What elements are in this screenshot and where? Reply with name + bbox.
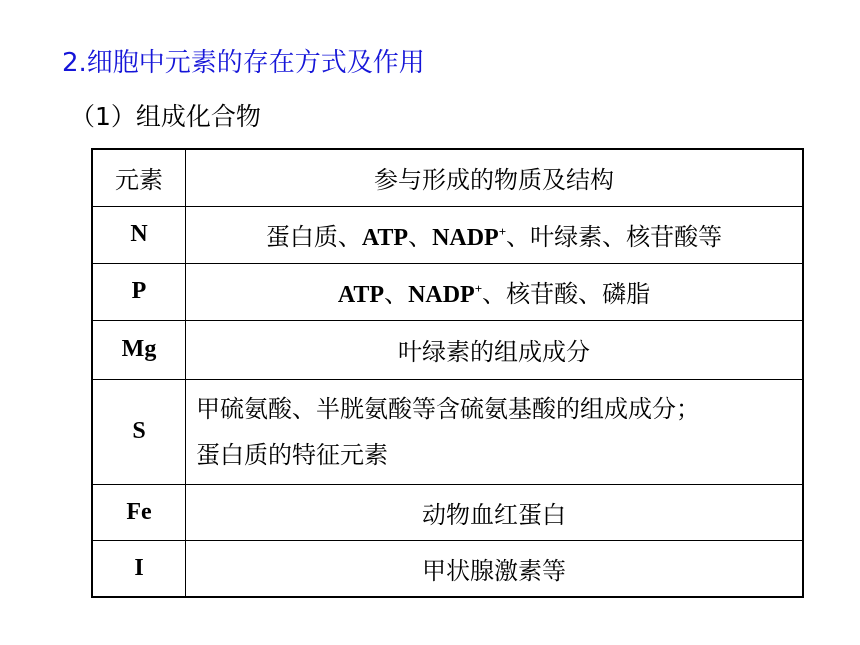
desc-text: 、叶绿素、核苷酸等: [506, 223, 723, 251]
desc-text: 蛋白质、: [265, 223, 362, 251]
desc-superscript: +: [498, 224, 507, 239]
description-cell: [186, 263, 804, 320]
element-cell: Fe: [92, 484, 186, 540]
description-cell: 甲状腺激素等: [186, 540, 804, 597]
desc-latin: ATP: [361, 225, 409, 251]
desc-line: 甲硫氨酸、半胱氨酸等含硫氨基酸的组成成分；: [196, 394, 700, 423]
desc-superscript: +: [474, 281, 483, 296]
desc-text: 、: [408, 223, 433, 251]
description-cell: [186, 206, 804, 263]
desc-line: 蛋白质的特征元素: [196, 440, 388, 469]
table-row: [92, 540, 803, 597]
desc-latin: ATP: [337, 282, 385, 308]
table-row: [92, 379, 803, 484]
element-cell: I: [92, 540, 186, 597]
element-cell: Mg: [92, 320, 186, 379]
element-cell: P: [92, 263, 186, 320]
table-header-row: [92, 149, 803, 206]
table-row: [92, 484, 803, 540]
description-cell: [186, 379, 804, 484]
section-heading: 2.细胞中元素的存在方式及作用: [62, 48, 425, 78]
element-cell: N: [92, 206, 186, 263]
description-cell: 动物血红蛋白: [186, 484, 804, 540]
header-description: 参与形成的物质及结构: [186, 149, 804, 206]
desc-text: 、: [384, 280, 409, 308]
desc-text: 、核苷酸、磷脂: [482, 280, 651, 308]
element-cell: S: [92, 379, 186, 484]
table-row: [92, 206, 803, 263]
description-cell: 叶绿素的组成成分: [186, 320, 804, 379]
desc-latin: NADP: [408, 282, 475, 308]
subsection-heading: （1）组成化合物: [70, 102, 261, 131]
table-row: [92, 263, 803, 320]
header-element: 元素: [92, 149, 186, 206]
element-table: [91, 148, 804, 598]
table-row: [92, 320, 803, 379]
desc-latin: NADP: [432, 225, 499, 251]
